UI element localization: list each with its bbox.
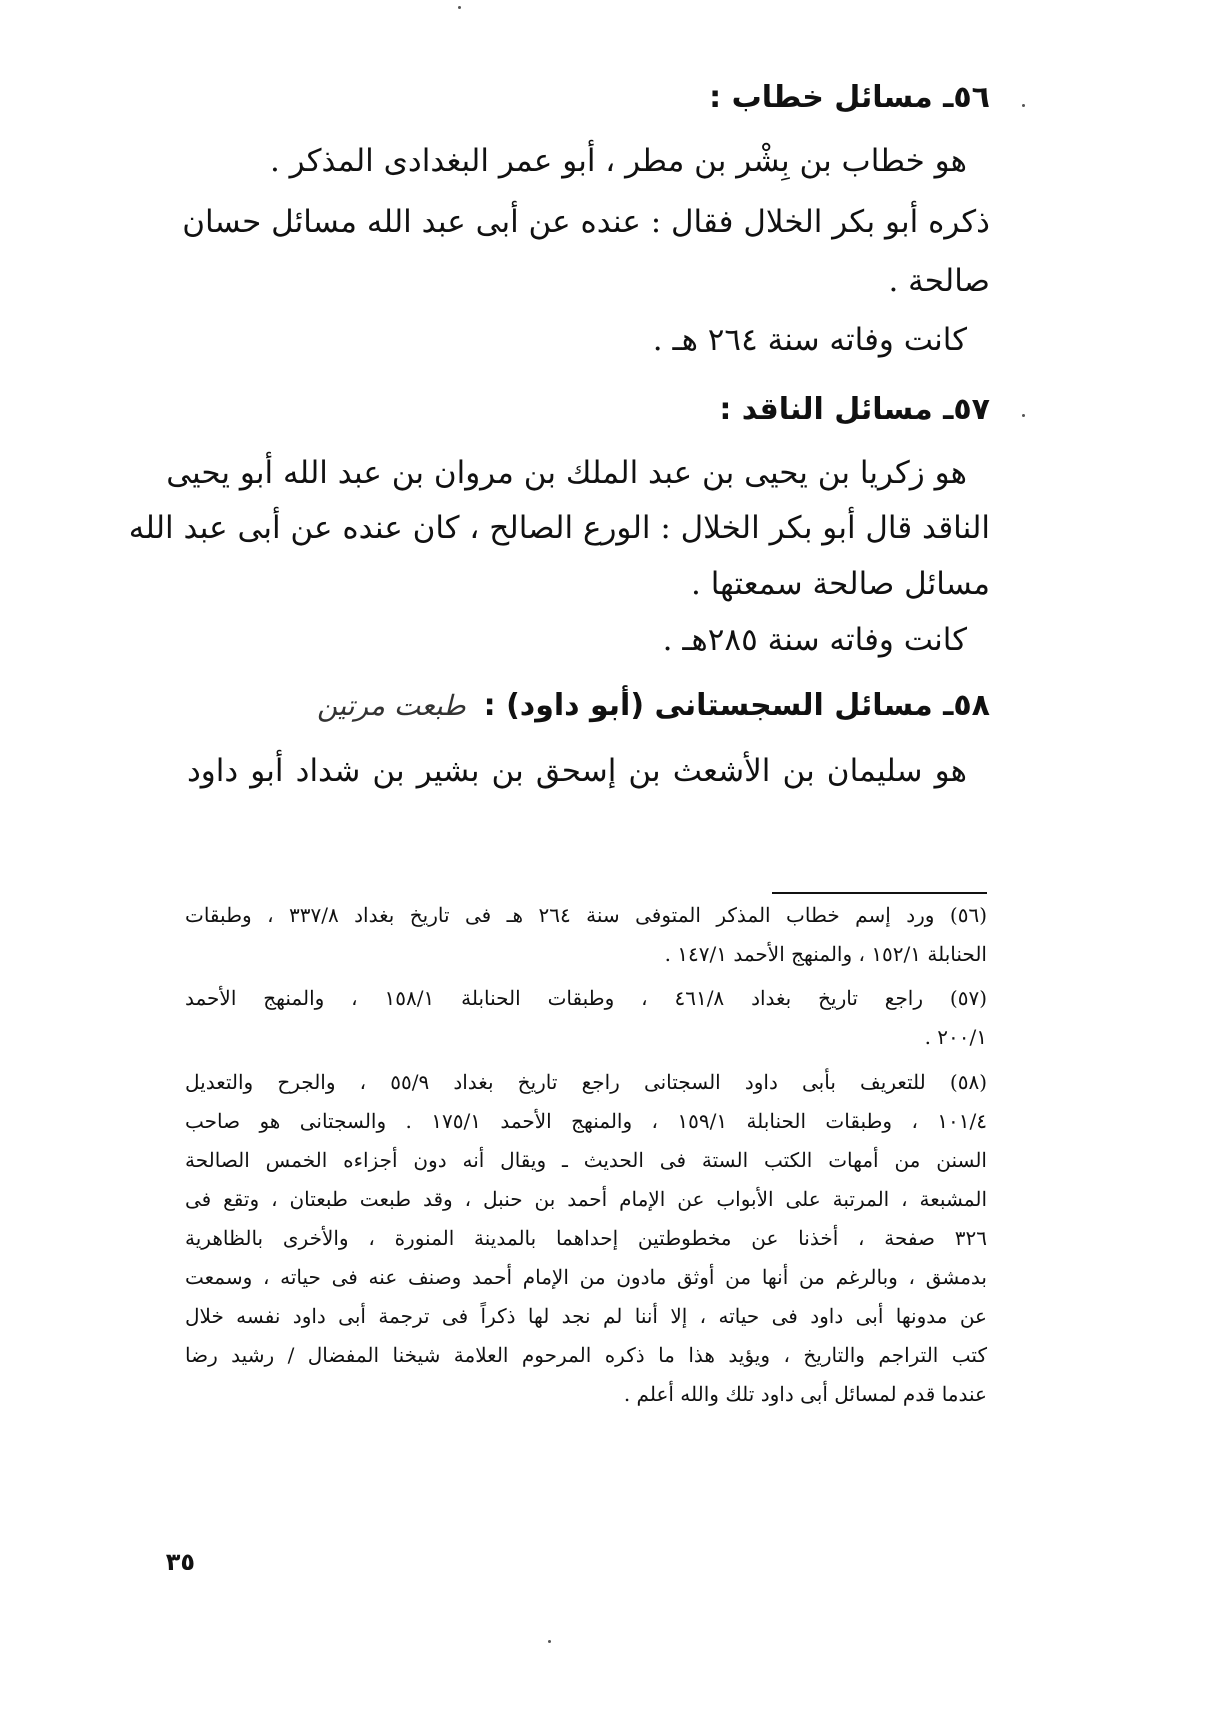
section-56-line-1: هو خطاب بن بِشْر بن مطر ، أبو عمر البغدادى المذكر . <box>269 143 967 179</box>
section-57-line-4: كانت وفاته سنة ٢٨٥هـ . <box>662 622 967 658</box>
section-56-line-2: ذكره أبو بكر الخلال فقال : عنده عن أبى عبد الله مسائل حسان <box>182 204 990 240</box>
footnote-58-line-4: المشبعة ، المرتبة على الأبواب عن الإمام أحمد بن حنبل ، وقد طبعت طبعتان ، وتقع فى <box>185 1187 987 1211</box>
footnote-58-line-9: عندما قدم لمسائل أبى داود تلك والله أعلم . <box>623 1382 987 1406</box>
footnote-58-line-3: السنن من أمهات الكتب الستة فى الحديث ـ ويقال أنه دون أجزاءه الخمس الصالحة <box>185 1148 987 1172</box>
section-58-heading-text: ٥٨ـ مسائل السجستانى (أبو داود) : <box>483 688 990 723</box>
footnote-58-line-7: عن مدونها أبى داود فى حياته ، إلا أننا لم نجد لها ذكراً فى ترجمة أبى داود نفسه خلال <box>185 1304 987 1328</box>
section-57-line-1: هو زكريا بن يحيى بن عبد الملك بن مروان بن عبد الله أبو يحيى <box>166 455 967 491</box>
section-56-line-3: صالحة . <box>888 263 990 299</box>
footnote-58-line-6: بدمشق ، وبالرغم من أنها من أوثق مادون من الإمام أحمد وصنف عنه فى حياته ، وسمعت <box>185 1265 987 1289</box>
footnote-58-line-2: ١٠١/٤ ، وطبقات الحنابلة ١٥٩/١ ، والمنهج الأحمد ١٧٥/١ . والسجتانى هو صاحب <box>185 1109 988 1133</box>
section-56-line-4: كانت وفاته سنة ٢٦٤ هـ . <box>652 322 967 358</box>
scan-speck <box>1022 414 1025 417</box>
scan-speck <box>1022 104 1025 107</box>
section-58-line-1: هو سليمان بن الأشعث بن إسحق بن بشير بن شداد أبو داود <box>187 753 967 789</box>
section-57-heading: ٥٧ـ مسائل الناقد : <box>719 392 990 427</box>
section-57-line-3: مسائل صالحة سمعتها . <box>690 566 990 602</box>
section-56-heading: ٥٦ـ مسائل خطاب : <box>709 80 990 115</box>
footnote-57-line-1: (٥٧) راجع تاريخ بغداد ٤٦١/٨ ، وطبقات الحنابلة ١٥٨/١ ، والمنهج الأحمد <box>185 986 987 1010</box>
footnote-57-line-2: ٢٠٠/١ . <box>924 1025 987 1049</box>
section-58-heading <box>190 688 990 723</box>
footnote-58-line-5: ٣٢٦ صفحة ، أخذنا عن مخطوطتين إحداهما بالمدينة المنورة ، والأخرى بالظاهرية <box>185 1226 987 1250</box>
section-57-line-2: الناقد قال أبو بكر الخلال : الورع الصالح ، كان عنده عن أبى عبد الله <box>128 510 990 546</box>
footnote-58-line-1: (٥٨) للتعريف بأبى داود السجتانى راجع تاريخ بغداد ٥٥/٩ ، والجرح والتعديل <box>185 1070 987 1094</box>
scan-speck <box>458 6 461 9</box>
footnote-56-line-2: الحنابلة ١٥٢/١ ، والمنهج الأحمد ١٤٧/١ . <box>664 942 987 966</box>
scan-speck <box>548 1640 551 1643</box>
page-number: ٣٥ <box>165 1548 195 1576</box>
footnote-56-line-1: (٥٦) ورد إسم خطاب المذكر المتوفى سنة ٢٦٤ هـ فى تاريخ بغداد ٣٣٧/٨ ، وطبقات <box>185 903 987 927</box>
footnote-separator <box>772 892 987 894</box>
footnote-58-line-8: كتب التراجم والتاريخ ، ويؤيد هذا ما ذكره المرحوم العلامة شيخنا المفضال / رشيد رضا <box>185 1343 987 1367</box>
handwritten-note: طبعت مرتين <box>317 689 466 722</box>
